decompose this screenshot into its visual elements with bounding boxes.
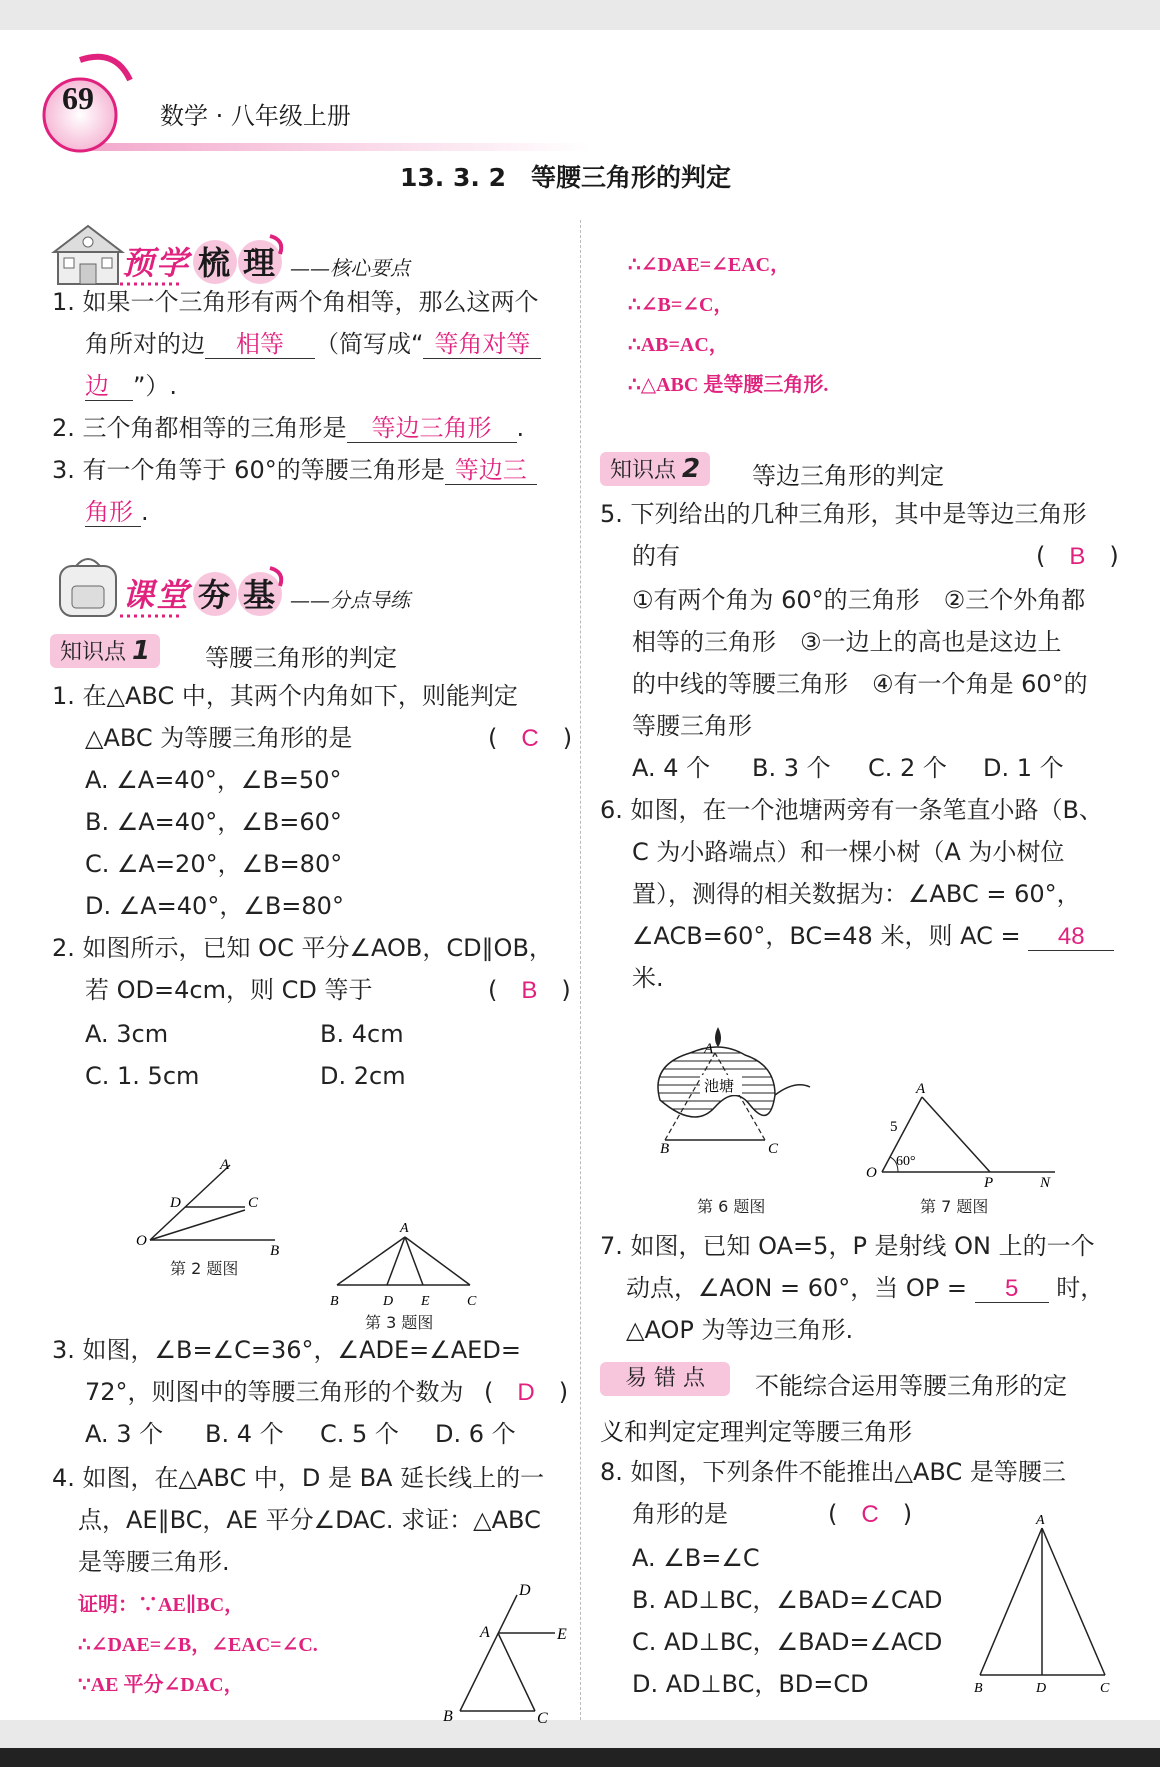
question-2-option-c: C. 1. 5cm — [85, 1062, 200, 1090]
question-7-line3: △AOP 为等边三角形. — [626, 1316, 854, 1344]
figure-8 — [970, 1510, 1110, 1695]
question-4-line3: 是等腰三角形. — [78, 1548, 230, 1576]
answer-blank: 等边三角形 — [347, 416, 517, 443]
question-2-line2: 若 OD=4cm，则 CD 等于 — [85, 976, 373, 1004]
fig3-label-d: D — [383, 1294, 394, 1309]
fig4-label-a: A — [480, 1624, 490, 1641]
question-3-option-d: D. 6 个 — [435, 1420, 516, 1448]
section-preview-title-a: 预学 — [122, 244, 191, 282]
question-3-option-c: C. 5 个 — [320, 1420, 399, 1448]
question-8-line2: 角形的是 — [632, 1500, 728, 1528]
fig2-label-b: B — [270, 1243, 280, 1259]
section-class-title-c: 基 — [243, 576, 278, 614]
question-1-option-b: B. ∠A=40°，∠B=60° — [85, 808, 342, 836]
question-3-option-a: A. 3 个 — [85, 1420, 164, 1448]
proof-line-2: ∴∠DAE=∠B，∠EAC=∠C. — [78, 1634, 318, 1656]
fig8-label-d: D — [1036, 1681, 1047, 1696]
fig7-label-a: A — [916, 1081, 926, 1097]
section-class-subtitle: ——分点导练 — [290, 588, 410, 612]
answer-blank: 等角对等 — [423, 332, 541, 359]
knowledge-point-1-badge: 知识点 1 — [50, 634, 160, 668]
figure-2-caption: 第 2 题图 — [170, 1259, 239, 1278]
column-divider — [580, 220, 581, 1720]
fig8-label-b: B — [974, 1681, 983, 1696]
lesson-title: 13. 3. 2 等腰三角形的判定 — [400, 163, 731, 192]
question-5-option-b: B. 3 个 — [752, 754, 831, 782]
question-8-option-c: C. AD⊥BC，∠BAD=∠ACD — [632, 1628, 943, 1656]
fig8-label-a: A — [1036, 1513, 1045, 1528]
knowledge-point-2-badge: 知识点 2 — [600, 452, 710, 486]
figure-3-caption: 第 3 题图 — [365, 1313, 434, 1332]
question-4-line1: 4. 如图，在△ABC 中，D 是 BA 延长线上的一 — [52, 1464, 545, 1492]
question-8-line1: 8. 如图，下列条件不能推出△ABC 是等腰三 — [600, 1458, 1066, 1486]
question-5-answer: ( B ) — [1036, 542, 1119, 570]
question-3-line2: 72°，则图中的等腰三角形的个数为 — [85, 1378, 464, 1406]
fig2-label-a: A — [220, 1157, 230, 1173]
question-5-line1: 5. 下列给出的几种三角形，其中是等边三角形 — [600, 500, 1087, 528]
question-6-line4: ∠ACB=60°，BC=48 米，则 AC = 48 — [632, 922, 1114, 951]
fig8-label-c: C — [1100, 1681, 1110, 1696]
answer-blank: 48 — [1028, 924, 1114, 951]
preview-item-3-line1: 3. 有一个角等于 60°的等腰三角形是 等边三 — [52, 456, 537, 485]
question-6-line5: 米. — [632, 964, 664, 992]
question-5-option-a: A. 4 个 — [632, 754, 711, 782]
question-7-line2: 动点，∠AON = 60°，当 OP = 5 时， — [626, 1274, 1105, 1302]
fig2-label-o: O — [136, 1233, 147, 1249]
question-5-line2: 的有 — [632, 542, 680, 570]
figure-6-caption: 第 6 题图 — [697, 1197, 766, 1216]
question-8-answer: ( C ) — [828, 1500, 913, 1528]
preview-item-2: 2. 三个角都相等的三角形是 等边三角形 . — [52, 414, 525, 442]
preview-item-1-line3: 边 ”）. — [85, 372, 178, 400]
question-5-line6: 等腰三角形 — [632, 712, 752, 740]
fig2-label-c: C — [248, 1195, 259, 1211]
backpack-icon — [50, 552, 130, 622]
question-1-option-a: A. ∠A=40°，∠B=50° — [85, 766, 342, 794]
fig6-label-a: A — [704, 1041, 714, 1057]
question-5-line3: ①有两个角为 60°的三角形 ②三个外角都 — [632, 586, 1086, 614]
fig4-label-e: E — [557, 1626, 567, 1643]
fig7-label-n: N — [1040, 1175, 1051, 1191]
question-5-option-c: C. 2 个 — [868, 754, 947, 782]
question-1-option-c: C. ∠A=20°，∠B=80° — [85, 850, 343, 878]
question-3-answer: ( D ) — [484, 1378, 569, 1406]
fig6-label-c: C — [768, 1141, 779, 1157]
question-7-line1: 7. 如图，已知 OA=5，P 是射线 ON 上的一个 — [600, 1232, 1095, 1260]
proof-line-4: ∴∠DAE=∠EAC， — [628, 254, 791, 276]
figure-4 — [435, 1575, 575, 1725]
proof-line-3: ∵AE 平分∠DAC， — [78, 1674, 244, 1696]
question-5-line4: 相等的三角形 ③一边上的高也是这边上 — [632, 628, 1062, 656]
book-title: 数学 · 八年级上册 — [160, 102, 351, 130]
answer-blank: 等边三 — [445, 458, 537, 485]
figure-7-caption: 第 7 题图 — [920, 1197, 989, 1216]
question-2-option-d: D. 2cm — [320, 1062, 406, 1090]
error-prone-title-line1: 不能综合运用等腰三角形的定 — [755, 1372, 1067, 1400]
fig6-label-b: B — [660, 1141, 670, 1157]
question-1-answer: ( C ) — [488, 724, 573, 752]
fig4-label-d: D — [519, 1582, 531, 1599]
fig3-label-a: A — [400, 1221, 409, 1236]
proof-line-5: ∴∠B=∠C， — [628, 294, 734, 316]
question-1-line1: 1. 在△ABC 中，其两个内角如下，则能判定 — [52, 682, 518, 710]
preview-item-3-line2: 角形 . — [85, 498, 149, 526]
section-class-title-a: 课堂 — [122, 576, 191, 614]
school-icon — [50, 220, 130, 290]
knowledge-point-2-title: 等边三角形的判定 — [752, 462, 944, 490]
section-preview-title-c: 理 — [243, 244, 278, 282]
question-5-option-d: D. 1 个 — [983, 754, 1064, 782]
page-number: 69 — [62, 80, 94, 116]
fig3-label-e: E — [421, 1294, 430, 1309]
question-1-line2: △ABC 为等腰三角形的是 — [85, 724, 353, 752]
section-class-title-b: 夯 — [198, 576, 233, 614]
question-8-option-a: A. ∠B=∠C — [632, 1544, 760, 1572]
fig4-label-b: B — [443, 1708, 453, 1725]
figure-3-labels — [325, 1210, 485, 1320]
fig7-label-o: O — [866, 1165, 877, 1181]
section-preview-title-b: 梳 — [198, 244, 233, 282]
question-6-line1: 6. 如图，在一个池塘两旁有一条笔直小路（B、 — [600, 796, 1104, 824]
fig4-label-c: C — [537, 1710, 548, 1727]
question-1-option-d: D. ∠A=40°，∠B=80° — [85, 892, 344, 920]
proof-line-1: 证明：∵AE∥BC， — [78, 1594, 245, 1616]
proof-line-7: ∴△ABC 是等腰三角形. — [628, 374, 829, 396]
fig7-label-angle: 60° — [896, 1154, 916, 1169]
fig6-pond-label: 池塘 — [704, 1077, 735, 1095]
question-6-line2: C 为小路端点）和一棵小树（A 为小树位 — [632, 838, 1065, 866]
question-2-answer: ( B ) — [488, 976, 571, 1004]
question-3-line1: 3. 如图，∠B=∠C=36°，∠ADE=∠AED= — [52, 1336, 521, 1364]
fig2-label-d: D — [170, 1195, 181, 1211]
question-5-line5: 的中线的等腰三角形 ④有一个角是 60°的 — [632, 670, 1088, 698]
answer-blank: 相等 — [205, 332, 315, 359]
error-prone-title-line2: 义和判定定理判定等腰三角形 — [600, 1418, 912, 1446]
figure-7 — [860, 1075, 1060, 1191]
fig7-label-5: 5 — [890, 1119, 898, 1135]
figure-6 — [650, 1025, 820, 1157]
knowledge-point-1-title: 等腰三角形的判定 — [205, 644, 397, 672]
error-prone-badge: 易 错 点 — [600, 1362, 730, 1396]
bottom-bar — [0, 1748, 1160, 1767]
question-2-option-b: B. 4cm — [320, 1020, 404, 1048]
page — [0, 30, 1160, 1727]
question-4-line2: 点，AE∥BC，AE 平分∠DAC. 求证：△ABC — [78, 1506, 541, 1534]
section-preview-subtitle: ——核心要点 — [290, 256, 410, 280]
fig3-label-c: C — [467, 1294, 477, 1309]
figure-2 — [130, 1155, 290, 1259]
question-2-option-a: A. 3cm — [85, 1020, 169, 1048]
question-6-line3: 置），测得的相关数据为：∠ABC = 60°， — [632, 880, 1081, 908]
fig7-label-p: P — [984, 1175, 994, 1191]
question-3-option-b: B. 4 个 — [205, 1420, 284, 1448]
question-2-line1: 2. 如图所示，已知 OC 平分∠AOB，CD∥OB， — [52, 934, 553, 962]
preview-item-1-line2: 角所对的边 相等 （简写成“ 等角对等 — [85, 330, 541, 359]
preview-item-1-line1: 1. 如果一个三角形有两个角相等，那么这两个 — [52, 288, 539, 316]
question-8-option-b: B. AD⊥BC，∠BAD=∠CAD — [632, 1586, 943, 1614]
answer-blank: 5 — [975, 1276, 1049, 1303]
question-8-option-d: D. AD⊥BC，BD=CD — [632, 1670, 869, 1698]
fig3-label-b: B — [330, 1294, 339, 1309]
proof-line-6: ∴AB=AC， — [628, 334, 729, 356]
